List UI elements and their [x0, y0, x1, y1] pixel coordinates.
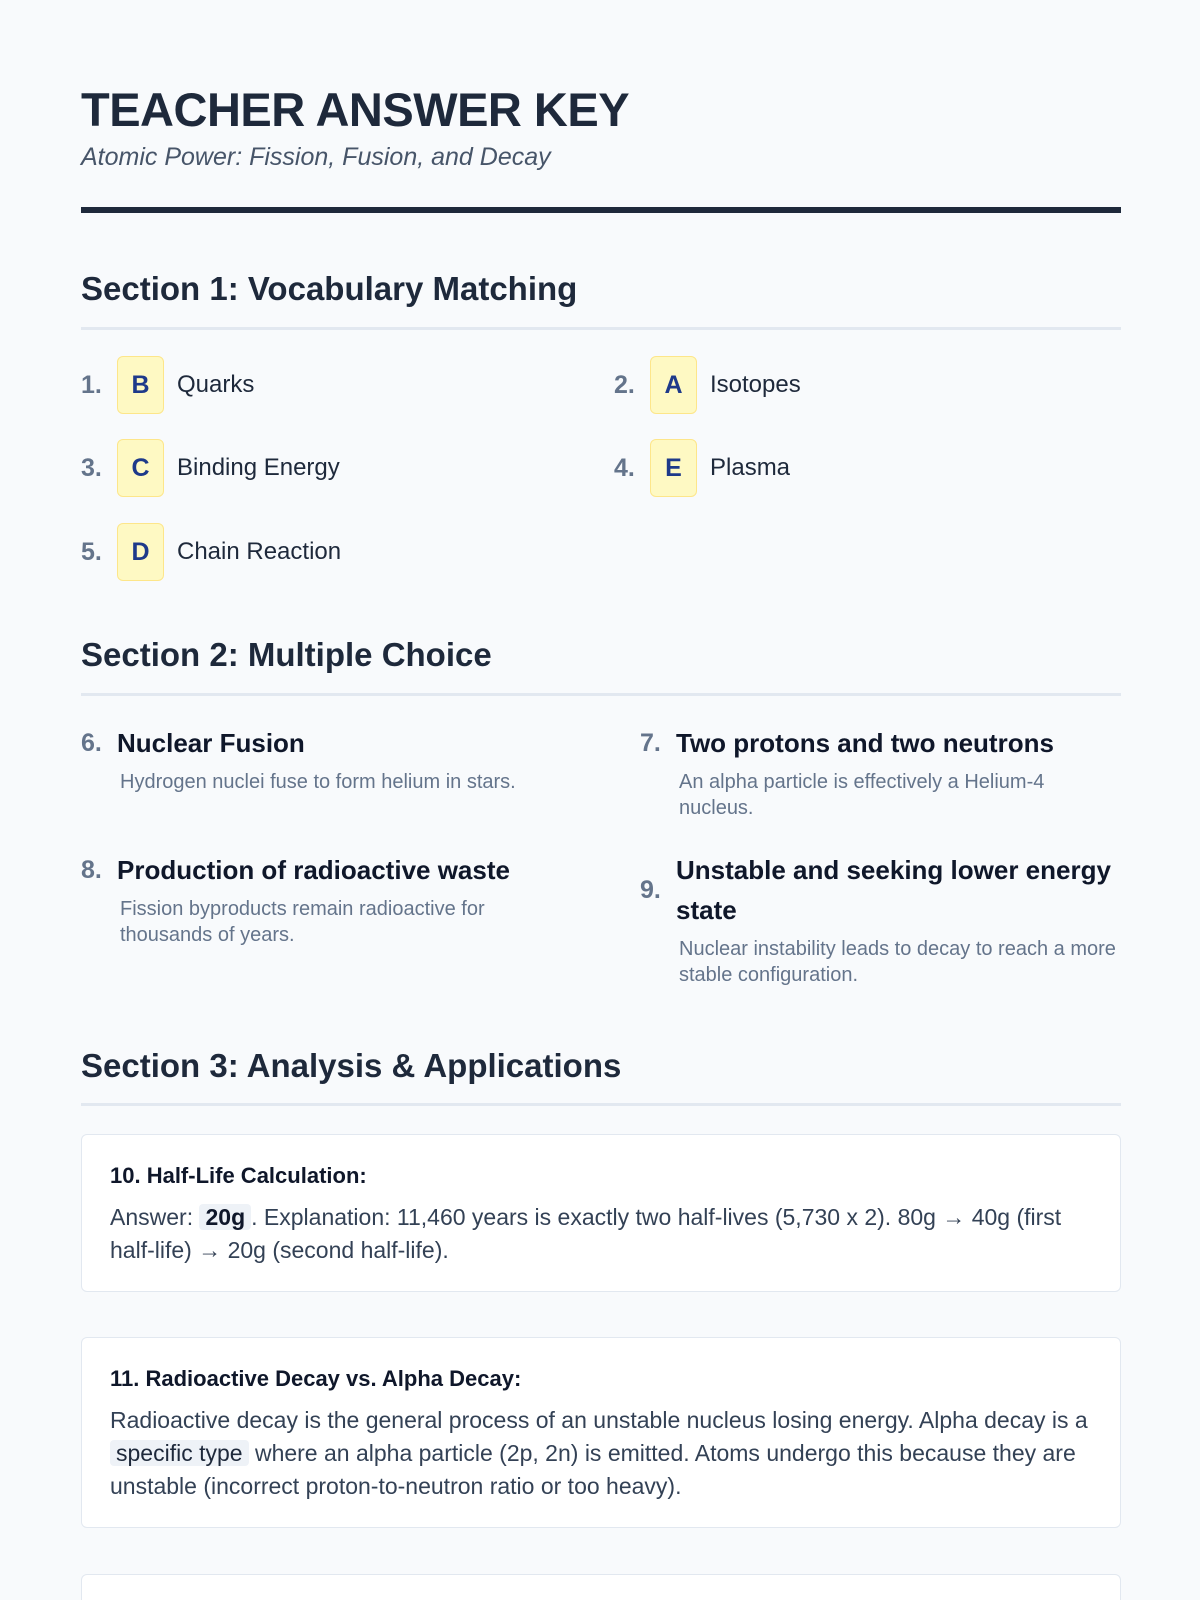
vocab-item-4 [614, 439, 790, 497]
vocab-number: 4. [614, 453, 635, 482]
question-card-12 [81, 1574, 1121, 1600]
question-title: 11. Radioactive Decay vs. Alpha Decay: [110, 1366, 522, 1391]
mc-answer: Two protons and two neutrons [676, 728, 1054, 758]
mc-item-6 [81, 723, 561, 795]
question-answer [110, 1404, 1092, 1503]
vocab-term: Binding Energy [177, 454, 340, 481]
question-answer [110, 1201, 1092, 1267]
section2-divider [81, 693, 1121, 696]
vocab-term: Isotopes [710, 371, 801, 398]
mc-answer: Unstable and seeking lower energy state [676, 855, 1111, 925]
vocab-number: 3. [81, 453, 102, 482]
vocab-item-3 [81, 439, 340, 497]
mc-number: 6. [81, 728, 102, 757]
section1-title: Section 1: Vocabulary Matching [81, 270, 578, 307]
mc-number: 8. [81, 855, 102, 884]
section3-divider [81, 1103, 1121, 1106]
vocab-term: Plasma [710, 454, 791, 481]
answer-letter-badge: E [650, 439, 697, 497]
answer-highlight: 20g [199, 1204, 251, 1230]
mc-explanation: Nuclear instability leads to decay to reach a more stable configuration. [679, 938, 1116, 986]
answer-letter-badge: C [117, 439, 164, 497]
mc-answer: Nuclear Fusion [117, 728, 305, 758]
vocab-term: Chain Reaction [177, 538, 342, 565]
vocab-term: Quarks [177, 371, 255, 398]
section1-divider [81, 327, 1121, 330]
answer-letter-badge: B [117, 356, 164, 414]
mc-explanation: Fission byproducts remain radioactive for thousands of years. [120, 898, 485, 946]
mc-explanation: Hydrogen nuclei fuse to form helium in stars. [120, 771, 516, 793]
answer-letter-badge: A [650, 356, 697, 414]
mc-answer: Production of radioactive waste [117, 855, 510, 885]
mc-number: 7. [640, 728, 661, 757]
header-divider [81, 207, 1121, 213]
vocab-number: 5. [81, 537, 102, 566]
page-title: TEACHER ANSWER KEY [81, 83, 630, 136]
mc-item-9 [640, 850, 1122, 988]
mc-explanation: An alpha particle is effectively a Helium-4 nucleus. [679, 771, 1045, 819]
answer-prefix: Radioactive decay is the general process of an unstable nucleus losing energy. Alpha decay is a [110, 1407, 1088, 1433]
answer-explanation: where an alpha particle (2p, 2n) is emitted. Atoms undergo this because they are unstable (incorrect proton-to-neutron ratio or too heavy). [110, 1440, 1076, 1499]
vocab-item-1 [81, 356, 254, 414]
question-card-10 [81, 1134, 1121, 1292]
answer-explanation: . Explanation: 11,460 years is exactly two half-lives (5,730 x 2). 80g → 40g (first half-life) → 20g (second half-life). [110, 1204, 1062, 1263]
vocab-item-2 [614, 356, 801, 414]
answer-prefix: Answer: [110, 1204, 200, 1230]
vocab-number: 2. [614, 370, 635, 399]
mc-item-7 [640, 723, 1122, 821]
answer-highlight: specific type [110, 1440, 249, 1466]
question-card-11 [81, 1337, 1121, 1528]
question-title: 10. Half-Life Calculation: [110, 1163, 367, 1188]
mc-number: 9. [640, 875, 661, 904]
section3-title: Section 3: Analysis & Applications [81, 1047, 622, 1084]
answer-letter-badge: D [117, 523, 164, 581]
mc-item-8 [81, 850, 561, 948]
page-subtitle: Atomic Power: Fission, Fusion, and Decay [81, 143, 551, 171]
section2-title: Section 2: Multiple Choice [81, 636, 492, 673]
vocab-item-5 [81, 523, 341, 581]
vocab-number: 1. [81, 370, 102, 399]
